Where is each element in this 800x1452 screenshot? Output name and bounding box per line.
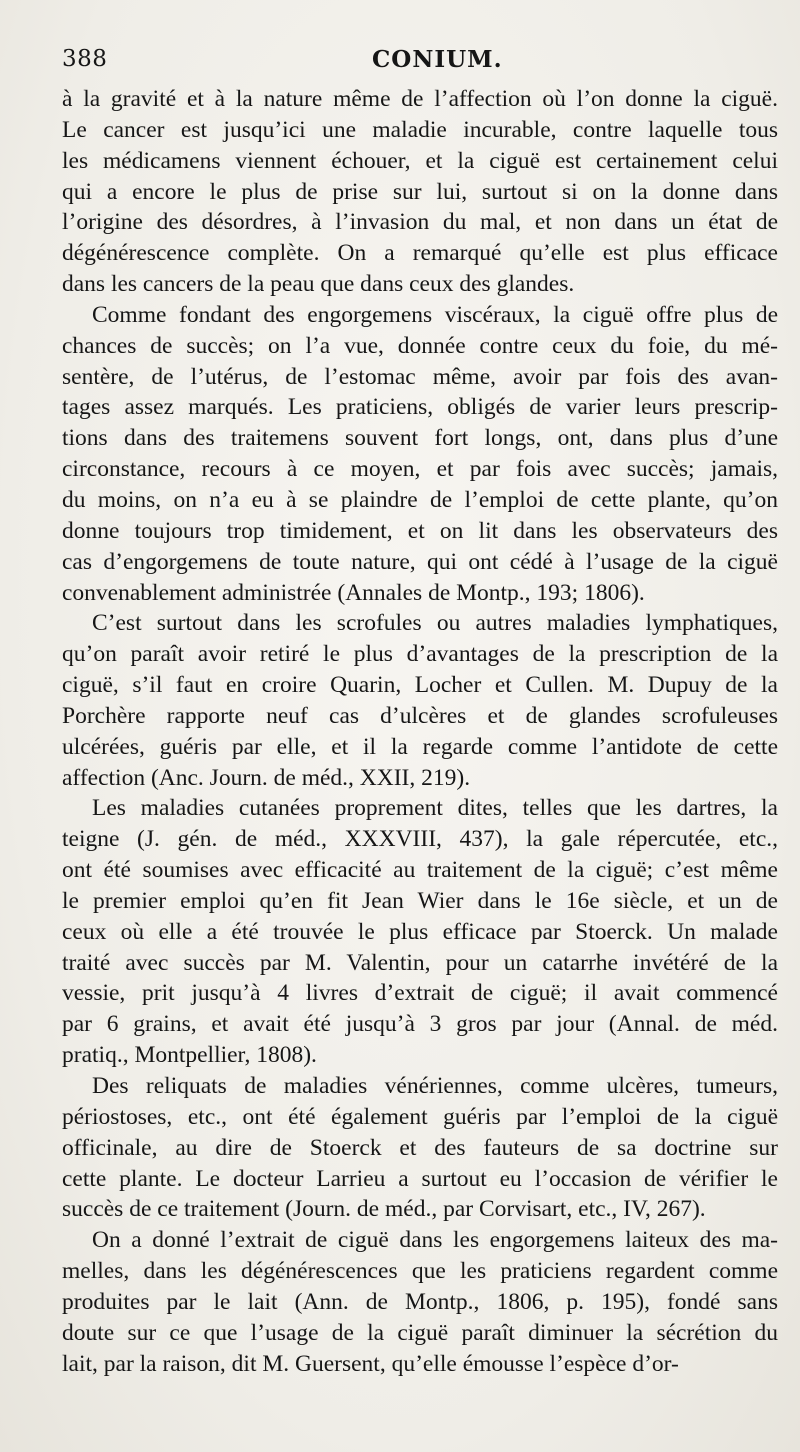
text-line: officinale, au dire de Stoerck et des fauteurs de sa doctrine sur — [62, 1134, 778, 1161]
text-line: vessie, prit jusqu’à 4 livres d’extrait de ciguë; il avait commencé — [62, 980, 778, 1007]
text-line: dégénérescence complète. On a remarqué qu’elle est plus efficace — [62, 240, 778, 267]
text-line: Comme fondant des engorgemens viscéraux, la ciguë offre plus de — [92, 301, 778, 328]
text-line: C’est surtout dans les scrofules ou autres maladies lymphatiques, — [92, 610, 778, 637]
text-line: traité avec succès par M. Valentin, pour un catarrhe invétéré de la — [62, 949, 778, 976]
text-line: cette plante. Le docteur Larrieu a surtout eu l’occasion de vérifier le — [62, 1165, 778, 1192]
text-line: produites par le lait (Ann. de Montp., 1806, p. 195), fondé sans — [62, 1288, 778, 1315]
text-line: melles, dans les dégénérescences que les praticiens regardent comme — [62, 1258, 778, 1285]
text-line: circonstance, recours à ce moyen, et par fois avec succès; jamais, — [62, 456, 778, 483]
text-line: Porchère rapporte neuf cas d’ulcères et de glandes scrofuleuses — [62, 702, 778, 729]
text-line: ceux où elle a été trouvée le plus efficace par Stoerck. Un malade — [62, 918, 778, 945]
text-line: convenablement administrée (Annales de Montp., 193; 1806). — [62, 579, 645, 606]
text-line: donne toujours trop timidement, et on lit dans les observateurs des — [62, 517, 778, 544]
page-header — [62, 46, 776, 82]
text-line: ulcérées, guéris par elle, et il la regarde comme l’antidote de cette — [62, 733, 778, 760]
paragraph — [62, 1225, 778, 1379]
text-line: qu’on paraît avoir retiré le plus d’avantages de la prescription de la — [62, 641, 778, 668]
text-line: les médicamens viennent échouer, et la ciguë est certainement celui — [62, 147, 778, 174]
text-line: ciguë, s’il faut en croire Quarin, Locher et Cullen. M. Dupuy de la — [62, 672, 778, 699]
text-line: teigne (J. gén. de méd., XXXVIII, 437), la gale répercutée, etc., — [62, 826, 778, 853]
text-line: qui a encore le plus de prise sur lui, surtout si on la donne dans — [62, 178, 778, 205]
body-text — [62, 84, 778, 1379]
text-line: Le cancer est jusqu’ici une maladie incurable, contre laquelle tous — [62, 116, 778, 143]
paragraph — [62, 84, 778, 300]
text-line: On a donné l’extrait de ciguë dans les engorgemens laiteux des ma- — [92, 1227, 778, 1254]
text-line: périostoses, etc., ont été également guéris par l’emploi de la ciguë — [62, 1103, 778, 1130]
paragraph — [62, 1071, 778, 1225]
text-line: doute sur ce que l’usage de la ciguë paraît diminuer la sécrétion du — [62, 1319, 778, 1346]
text-line: cas d’engorgemens de toute nature, qui ont cédé à l’usage de la ciguë — [62, 548, 778, 575]
text-line: chances de succès; on l’a vue, donnée contre ceux du foie, du mé- — [62, 332, 778, 359]
text-line: sentère, de l’utérus, de l’estomac même, avoir par fois des avan- — [62, 363, 778, 390]
text-line: le premier emploi qu’en fit Jean Wier dans le 16e siècle, et un de — [62, 887, 778, 914]
text-line: affection (Anc. Journ. de méd., XXII, 219). — [62, 764, 471, 791]
text-line: tions dans des traitemens souvent fort longs, ont, dans plus d’une — [62, 425, 778, 452]
text-line: à la gravité et à la nature même de l’affection où l’on donne la ciguë. — [62, 86, 778, 112]
text-line: tages assez marqués. Les praticiens, obligés de varier leurs prescrip- — [62, 394, 778, 421]
text-line: Les maladies cutanées proprement dites, telles que les dartres, la — [92, 795, 778, 822]
text-line: succès de ce traitement (Journ. de méd., par Corvisart, etc., IV, 267). — [62, 1196, 706, 1223]
text-line: l’origine des désordres, à l’invasion du mal, et non dans un état de — [62, 209, 778, 236]
text-line: pratiq., Montpellier, 1808). — [62, 1042, 317, 1069]
paragraph — [62, 300, 778, 608]
text-line: Des reliquats de maladies vénériennes, comme ulcères, tumeurs, — [92, 1073, 778, 1099]
paragraph — [62, 793, 778, 1071]
text-line: du moins, on n’a eu à se plaindre de l’emploi de cette plante, qu’on — [62, 486, 778, 513]
running-title: CONIUM. — [372, 46, 503, 73]
text-line: par 6 grains, et avait été jusqu’à 3 gros par jour (Annal. de méd. — [62, 1011, 778, 1038]
text-line: ont été soumises avec efficacité au traitement de la ciguë; c’est même — [62, 857, 778, 884]
text-line: lait, par la raison, dit M. Guersent, qu’elle émousse l’espèce d’or- — [62, 1350, 679, 1377]
page-number: 388 — [62, 46, 108, 72]
text-line: dans les cancers de la peau que dans ceux des glandes. — [62, 271, 575, 298]
paragraph — [62, 608, 778, 793]
